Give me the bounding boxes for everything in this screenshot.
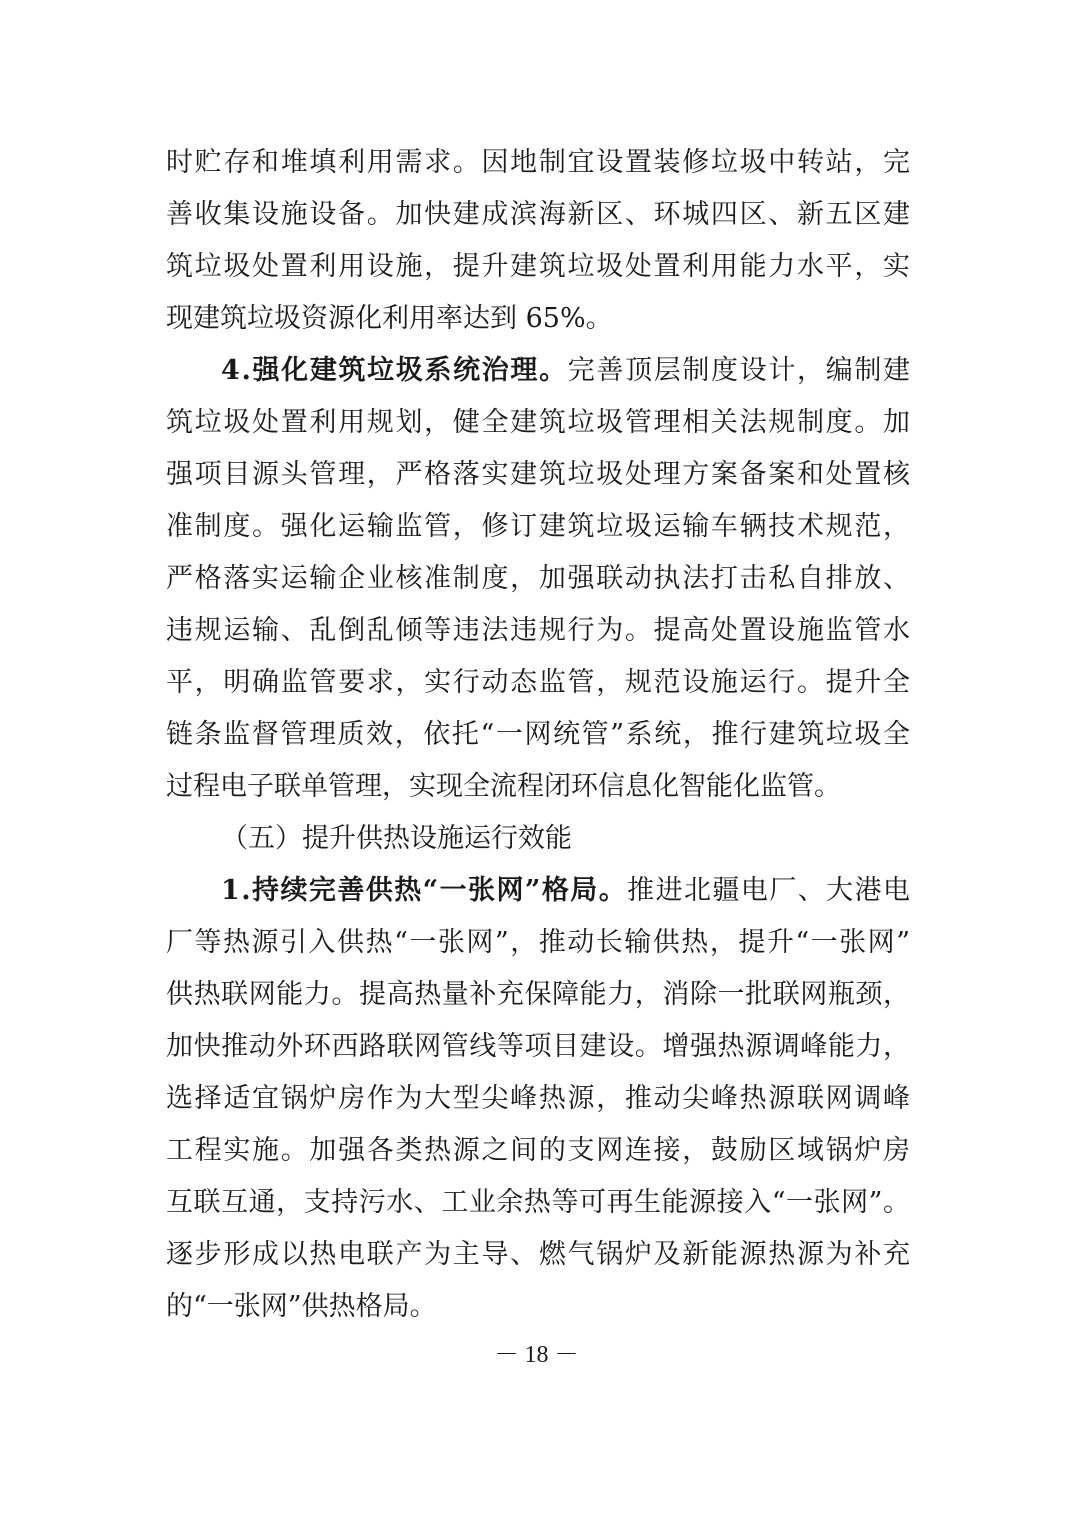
section-heading: （五）提升供热设施运行效能 — [221, 823, 572, 854]
subsection-heading: 1.持续完善供热“一张网”格局。 — [221, 875, 628, 906]
body-text: 工程实施。加强各类热源之间的支网连接，鼓励区域锅炉房 — [166, 1135, 912, 1166]
text-line — [0, 611, 1073, 651]
text-line — [0, 1027, 1073, 1067]
text-line — [0, 1079, 1073, 1119]
text-line — [0, 299, 1073, 339]
text-line — [0, 871, 1073, 911]
body-text: 严格落实运输企业核准制度，加强联动执法打击私自排放、 — [166, 563, 912, 594]
text-line — [0, 715, 1073, 755]
body-text: 互联互通，支持污水、工业余热等可再生能源接入“一张网”。 — [166, 1187, 911, 1218]
body-text: 强项目源头管理，严格落实建筑垃圾处理方案备案和处置核 — [166, 459, 912, 490]
text-line — [0, 1183, 1073, 1223]
body-text: 现建筑垃圾资源化利用率达到 65%。 — [166, 303, 613, 334]
body-text: 链条监督管理质效，依托“一网统管”系统，推行建筑垃圾全 — [166, 719, 912, 750]
text-line — [0, 455, 1073, 495]
body-text: 厂等热源引入供热“一张网”，推动长输供热，提升“一张网” — [166, 927, 912, 958]
text-line — [0, 247, 1073, 287]
text-line — [0, 351, 1073, 391]
body-text: 违规运输、乱倒乱倾等违法违规行为。提高处置设施监管水 — [166, 615, 912, 646]
text-line — [0, 663, 1073, 703]
text-line — [0, 559, 1073, 599]
body-text: 供热联网能力。提高热量补充保障能力，消除一批联网瓶颈， — [166, 979, 911, 1010]
text-line — [0, 1235, 1073, 1275]
body-text: 时贮存和堆填利用需求。因地制宜设置装修垃圾中转站，完 — [166, 147, 912, 178]
text-line — [0, 1131, 1073, 1171]
body-text: 筑垃圾处置利用规划，健全建筑垃圾管理相关法规制度。加 — [166, 407, 912, 438]
text-line — [0, 767, 1073, 807]
body-text: 过程电子联单管理，实现全流程闭环信息化智能化监管。 — [166, 771, 841, 802]
text-line — [0, 1287, 1073, 1327]
text-line — [0, 143, 1073, 183]
body-text: 完善顶层制度设计，编制建 — [567, 355, 912, 386]
text-line — [0, 507, 1073, 547]
body-text: 推进北疆电厂、大港电 — [627, 875, 912, 906]
text-line — [0, 403, 1073, 443]
body-text: 的“一张网”供热格局。 — [166, 1291, 437, 1322]
body-text: 准制度。强化运输监管，修订建筑垃圾运输车辆技术规范， — [166, 511, 912, 542]
text-line — [0, 195, 1073, 235]
text-line — [0, 975, 1073, 1015]
body-text: 选择适宜锅炉房作为大型尖峰热源，推动尖峰热源联网调峰 — [166, 1083, 912, 1114]
body-text: 平，明确监管要求，实行动态监管，规范设施运行。提升全 — [166, 667, 912, 698]
body-text: 逐步形成以热电联产为主导、燃气锅炉及新能源热源为补充 — [166, 1239, 912, 1270]
text-line — [0, 819, 1073, 859]
body-text: 筑垃圾处置利用设施，提升建筑垃圾处置利用能力水平，实 — [166, 251, 912, 282]
body-text: 加快推动外环西路联网管线等项目建设。增强热源调峰能力， — [166, 1031, 911, 1062]
body-text: 善收集设施设备。加快建成滨海新区、环城四区、新五区建 — [166, 199, 912, 230]
page-number: － 18 － — [494, 1342, 579, 1368]
text-line — [0, 923, 1073, 963]
subsection-heading: 4.强化建筑垃圾系统治理。 — [221, 355, 568, 386]
